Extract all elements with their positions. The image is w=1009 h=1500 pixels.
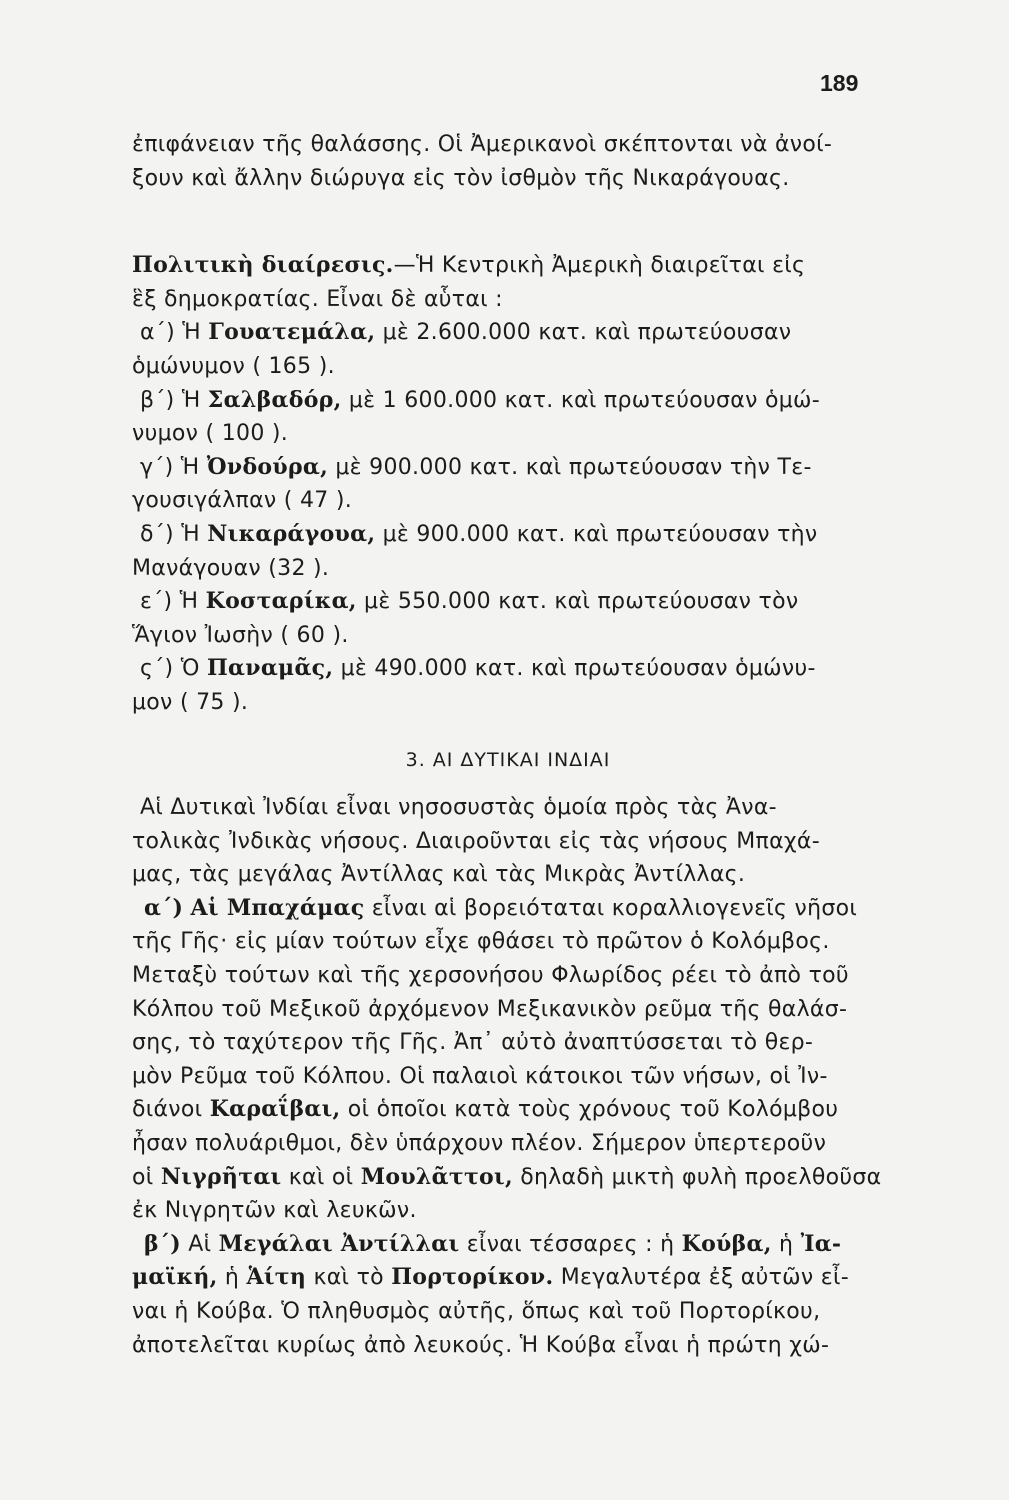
paragraph-political-division: Πολιτικὴ διαίρεσις.—Ἡ Κεντρικὴ Ἀμερικὴ διαιρεῖται εἰς ἓξ δημοκρατίας. Εἶναι δὲ αὗται : bbox=[132, 252, 806, 312]
body-text bbox=[132, 128, 884, 1362]
text-line: ξουν καὶ ἄλλην διώρυγα εἰς τὸν ἰσθμὸν τῆς Νικαράγουας. bbox=[132, 165, 790, 191]
page-number: 189 bbox=[820, 70, 859, 96]
country-item: α΄) Ἡ Γουατεμάλα, μὲ 2.600.000 κατ. καὶ πρωτεύουσαν bbox=[140, 319, 792, 346]
country-name: Σαλβαδόρ, bbox=[207, 386, 342, 413]
country-item: δ΄) Ἡ Νικαράγουα, μὲ 900.000 κατ. καὶ πρωτεύουσαν τὴν bbox=[140, 520, 818, 547]
country-name: Κοσταρίκα, bbox=[205, 588, 357, 615]
section-title: Πολιτικὴ διαίρεσις. bbox=[132, 252, 394, 279]
country-name: Γουατεμάλα, bbox=[208, 319, 376, 346]
text-line: Ἅγιον Ἰωσὴν ( 60 ). bbox=[132, 622, 349, 648]
text-line: μον ( 75 ). bbox=[132, 689, 249, 715]
paragraph-bahamas: α΄) Αἱ Μπαχάμας εἶναι αἱ βορειόταται κοραλλιογενεῖς νῆσοι τῆς Γῆς· εἰς μίαν τούτων εἶχε φθάσει τὸ πρῶτον ὁ Κολόμβος. Μεταξὺ τούτων καὶ τῆς χερσονήσου Φλωρίδος ρέει τὸ ἀπὸ τοῦ Κόλπου τοῦ Μεξικοῦ ἀρχόμενον Μεξικανικὸν ρεῦμα τῆς θαλάσ- σης, τὸ ταχύτερον τῆς Γῆς. Ἀπ᾽ αὐτὸ ἀναπτύσσεται τὸ θερ- μὸν Ρεῦμα τοῦ Κόλπου. Οἱ παλαιοὶ κάτοικοι τῶν νήσων, οἱ Ἰν- διάνοι Καραΐβαι, οἱ ὁποῖοι κατὰ τοὺς χρόνους τοῦ Κολόμβου ἦσαν πολυάριθμοι, δὲν ὑπάρχουν πλέον. Σήμερον ὑπερτεροῦν οἱ Νιγρῆται καὶ οἱ Μουλᾶττοι, δηλαδὴ μικτὴ φυλὴ προελθοῦσα ἐκ Νιγρητῶν καὶ λευκῶν. bbox=[132, 894, 882, 1224]
text-line: ὁμώνυμον ( 165 ). bbox=[132, 353, 335, 379]
section-heading: 3. ΑΙ ΔΥΤΙΚΑΙ ΙΝΔΙΑΙ bbox=[405, 748, 611, 771]
text-line: νυμον ( 100 ). bbox=[132, 421, 289, 447]
paragraph-west-indies: Αἱ Δυτικαὶ Ἰνδίαι εἶναι νησοσυστὰς ὁμοία πρὸς τὰς Ἀνα- τολικὰς Ἰνδικὰς νήσους. Διαιροῦνται εἰς τὰς νήσους Μπαχά- μας, τὰς μεγάλας Ἀντίλλας καὶ τὰς Μικρὰς Ἀντίλλας. bbox=[132, 795, 820, 888]
text-line: γουσιγάλπαν ( 47 ). bbox=[132, 488, 353, 514]
paragraph-canal bbox=[132, 128, 884, 195]
country-name: Νικαράγουα, bbox=[207, 520, 376, 547]
country-item: β΄) Ἡ Σαλβαδόρ, μὲ 1 600.000 κατ. καὶ πρωτεύουσαν ὁμώ- bbox=[140, 386, 820, 413]
country-item: ε΄) Ἡ Κοσταρίκα, μὲ 550.000 κατ. καὶ πρωτεύουσαν τὸν bbox=[140, 588, 799, 615]
text-line: ἐπιφάνειαν τῆς θαλάσσης. Οἱ Ἀμερικανοὶ σκέπτονται νὰ ἀνοί- bbox=[132, 132, 833, 157]
paragraph-greater-antilles: β΄) Αἱ Μεγάλαι Ἀντίλλαι εἶναι τέσσαρες : ἡ Κούβα, ἡ Ἰα- μαϊκή, ἡ Ἁίτη καὶ τὸ Πορτορίκον. Μεγαλυτέρα ἐξ αὐτῶν εἶ- ναι ἡ Κούβα. Ὁ πληθυσμὸς αὐτῆς, ὅπως καὶ τοῦ Πορτορίκου, ἀποτελεῖται κυρίως ἀπὸ λευκούς. Ἡ Κούβα εἶναι ἡ πρώτη χώ- bbox=[132, 1230, 849, 1358]
country-item: ς΄) Ὁ Παναμᾶς, μὲ 490.000 κατ. καὶ πρωτεύουσαν ὁμώνυ- bbox=[140, 655, 816, 682]
country-name: Παναμᾶς, bbox=[206, 655, 334, 682]
text-line: Μανάγουαν (32 ). bbox=[132, 555, 330, 581]
country-item: γ΄) Ἡ Ὀνδούρα, μὲ 900.000 κατ. καὶ πρωτεύουσαν τὴν Τε- bbox=[140, 453, 812, 480]
country-list bbox=[132, 316, 884, 719]
country-name: Ὀνδούρα, bbox=[206, 453, 329, 480]
